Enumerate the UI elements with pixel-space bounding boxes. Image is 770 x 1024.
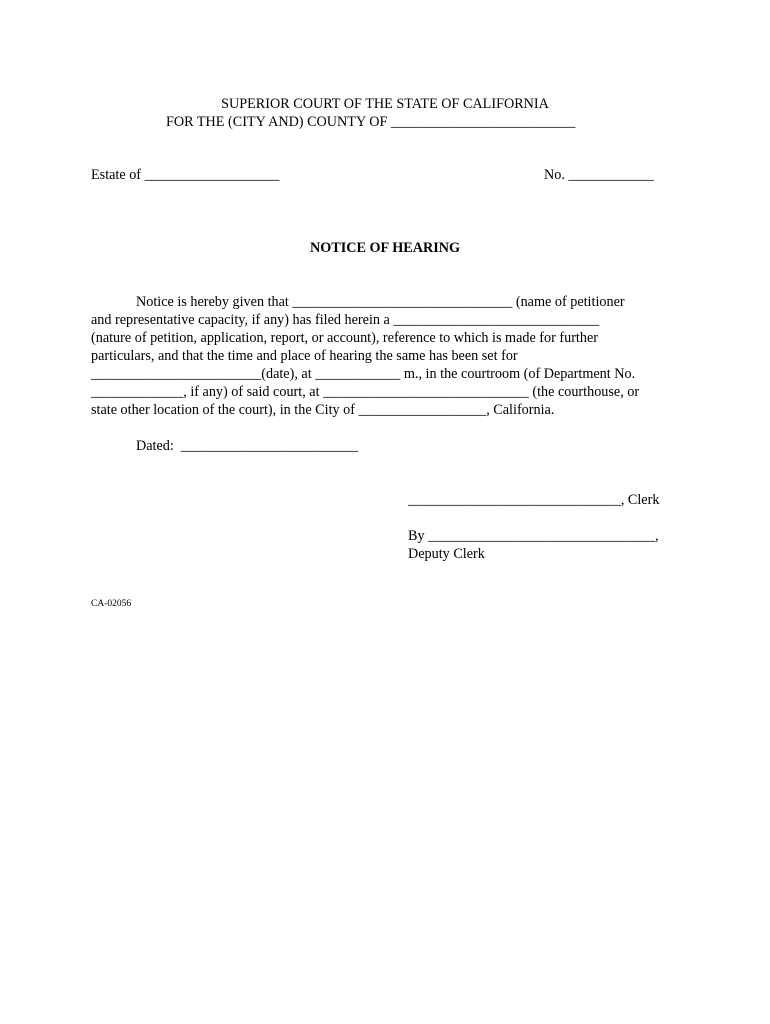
county-heading: FOR THE (CITY AND) COUNTY OF __________________________: [166, 114, 576, 130]
case-number-caption: No. ____________: [544, 167, 654, 183]
body-line-3: (nature of petition, application, report, or account), reference to which is made for further: [91, 330, 598, 346]
estate-caption: Estate of ___________________: [91, 167, 280, 183]
body-line-4: particulars, and that the time and place of hearing the same has been set for: [91, 348, 518, 364]
document-title: NOTICE OF HEARING: [309, 240, 461, 256]
body-line-1: Notice is hereby given that _______________________________ (name of petitioner: [136, 294, 625, 310]
clerk-signature-line: ______________________________, Clerk: [408, 492, 660, 508]
body-line-6: _____________, if any) of said court, at _____________________________ (the courthouse, or: [91, 384, 640, 400]
body-line-2: and representative capacity, if any) has filed herein a _____________________________: [91, 312, 600, 328]
form-id: CA-02056: [91, 599, 132, 609]
dated-line: Dated: _________________________: [136, 438, 359, 454]
deputy-clerk-label: Deputy Clerk: [408, 546, 485, 562]
body-line-7: state other location of the court), in the City of __________________, California.: [91, 402, 555, 418]
body-line-5: ________________________(date), at ____________ m., in the courtroom (of Department No.: [91, 366, 636, 382]
deputy-signature-line: By ________________________________,: [408, 528, 659, 544]
court-heading: SUPERIOR COURT OF THE STATE OF CALIFORNIA: [221, 96, 549, 112]
